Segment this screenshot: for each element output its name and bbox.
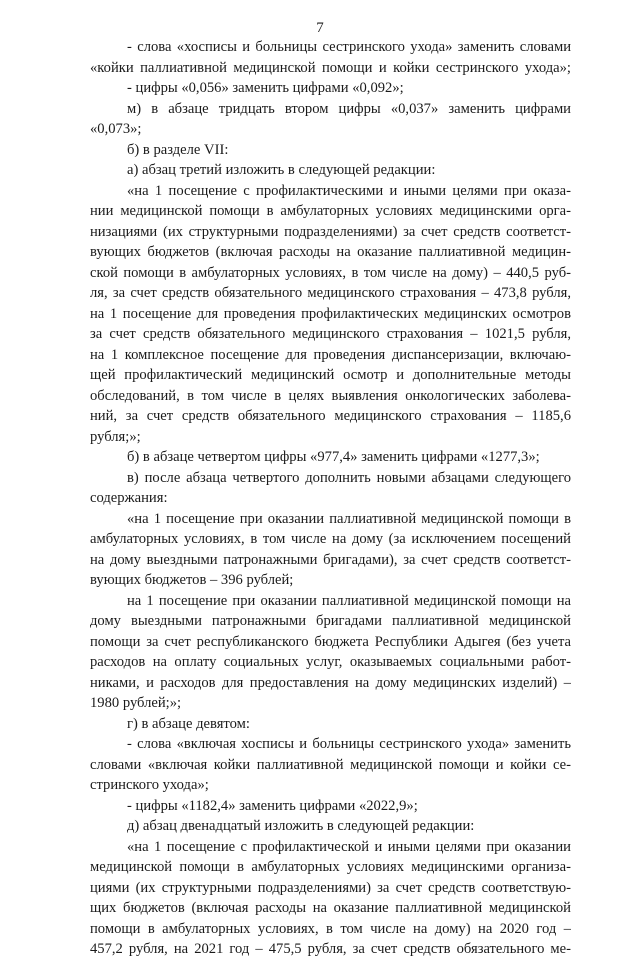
text-line: щих бюджетов (включая расходы на оказание паллиативной медицинской (90, 900, 571, 916)
text-line: «на 1 посещение при оказании паллиативной медицинской помощи в (127, 510, 571, 527)
text-line: щей профилактический медицинский осмотр и дополнительные методы (90, 367, 571, 383)
text-line: ний, за счет средств обязательного медицинского страхования – 1185,6 (90, 408, 571, 424)
text-line: на 1 комплексное посещение для проведения диспансеризации, включаю- (90, 346, 571, 363)
text-line: медицинской помощи в амбулаторных условиях медицинскими организа- (90, 859, 571, 875)
text-line: расходов на оплату социальных услуг, оказываемых социальными работ- (90, 654, 571, 670)
text-line: б) в разделе VII: (127, 141, 229, 158)
text-line: амбулаторных условиях, в том числе на дому (за исключением посещений (90, 531, 571, 547)
text-line: дому выездными патронажными бригадами паллиативной медицинской (90, 613, 571, 629)
page-number: 7 (316, 20, 324, 36)
text-line: - слова «включая хосписы и больницы сестринского ухода» заменить (127, 736, 571, 752)
text-line: г) в абзаце девятом: (127, 715, 250, 732)
text-line: м) в абзаце тридцать втором цифры «0,037» заменить цифрами (127, 100, 571, 117)
text-line: помощи за счет республиканского бюджета Республики Адыгея (без учета (90, 633, 571, 650)
text-line: «койки паллиативной медицинской помощи и койки сестринского ухода»; (90, 59, 571, 76)
text-line: стринского ухода»; (90, 777, 209, 793)
text-line: на 1 посещение при оказании паллиативной медицинской помощи на (127, 592, 571, 609)
text-line: на 1 посещение для проведения профилактических медицинских осмотров (90, 305, 571, 322)
text-line: «на 1 посещение с профилактическими и иными целями при оказа- (127, 182, 571, 199)
text-line: обследований, в том числе в целях выявления онкологических заболева- (90, 387, 571, 404)
text-line: на дому выездными патронажными бригадами), за счет средств соответст- (90, 551, 571, 568)
text-line: 457,2 рубля, на 2021 год – 475,5 рубля, за счет средств обязательного ме- (90, 941, 571, 957)
text-line: низациями (их структурными подразделениями) за счет средств соответст- (90, 223, 571, 240)
text-line: - цифры «0,056» заменить цифрами «0,092»; (127, 80, 404, 96)
text-line: 1980 рублей;»; (90, 695, 182, 711)
text-line: содержания: (90, 490, 168, 506)
text-line: «0,073»; (90, 121, 142, 137)
text-line: в) после абзаца четвертого дополнить новыми абзацами следующего (127, 469, 571, 486)
text-line: никами, и расходов для предоставления на дому медицинских изделий) – (90, 674, 571, 691)
text-line: ля, за счет средств обязательного медицинского страхования – 473,8 рубля, (90, 285, 571, 301)
text-line: ской помощи в амбулаторных условиях, в том числе на дому) – 440,5 руб- (90, 264, 571, 281)
document-body (90, 37, 571, 960)
text-line: - слова «хосписы и больницы сестринского ухода» заменить словами (127, 39, 571, 55)
text-line: а) абзац третий изложить в следующей редакции: (127, 162, 436, 178)
text-line: циями (их структурными подразделениями) за счет средств соответствую- (90, 879, 571, 896)
text-line: нии медицинской помощи в амбулаторных условиях медицинскими орга- (90, 203, 571, 219)
text-line: рубля;»; (90, 428, 141, 445)
text-line: помощи в амбулаторных условиях, в том числе на дому) на 2020 год – (90, 920, 571, 937)
text-line: вующих бюджетов (включая расходы на оказание паллиативной медицин- (90, 244, 571, 260)
text-line: д) абзац двенадцатый изложить в следующей редакции: (127, 818, 475, 834)
text-line: словами «включая койки паллиативной медицинской помощи и койки се- (90, 756, 571, 773)
text-line: вующих бюджетов – 396 рублей; (90, 572, 294, 588)
text-line: за счет средств обязательного медицинского страхования – 1021,5 рубля, (90, 326, 571, 342)
text-line: б) в абзаце четвертом цифры «977,4» заменить цифрами «1277,3»; (127, 449, 540, 465)
text-line: «на 1 посещение с профилактической и иными целями при оказании (127, 838, 571, 855)
text-line: - цифры «1182,4» заменить цифрами «2022,9»; (127, 797, 418, 814)
